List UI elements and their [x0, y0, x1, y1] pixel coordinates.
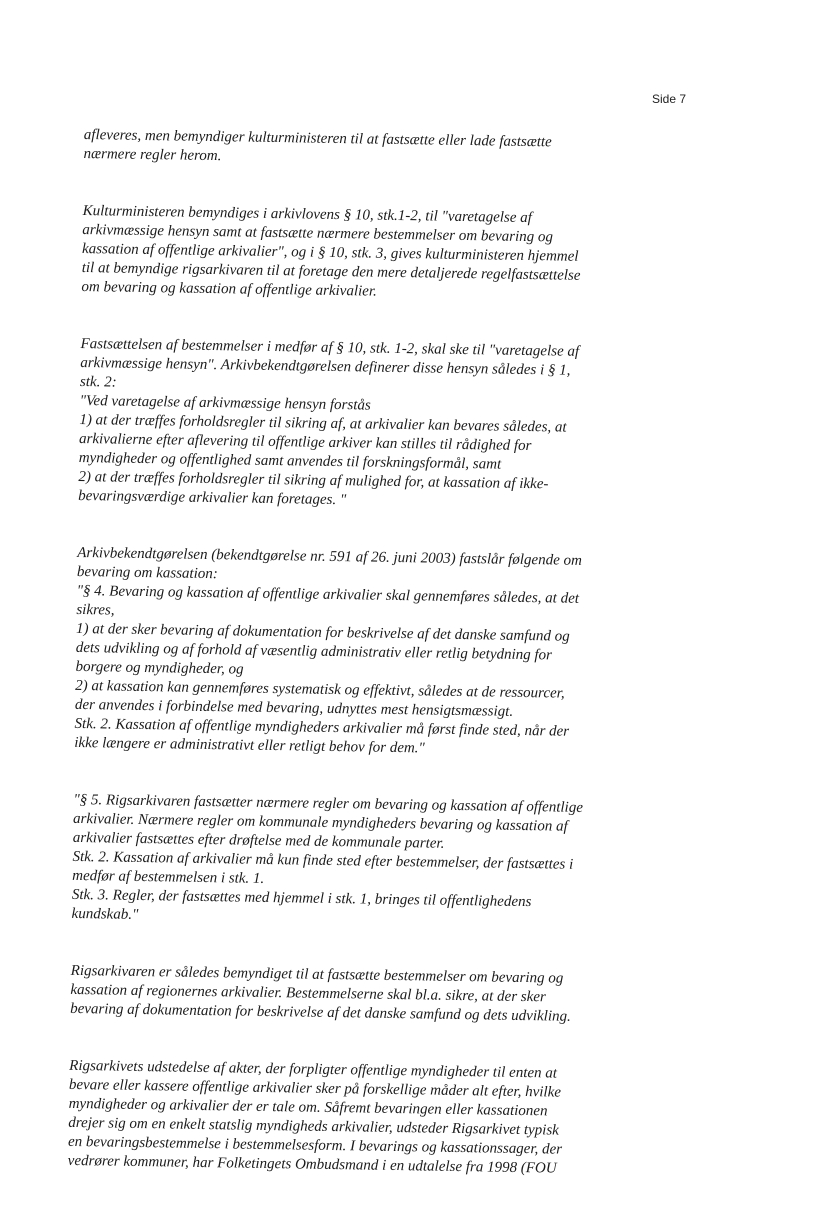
text-line: vedrører kommuner, har Folketingets Ombudsmand i en udtalelse fra 1998 (FOU	[67, 1152, 557, 1177]
text-line: arkivmæssige hensyn". Arkivbekendtgørelsen definerer disse hensyn således i § 1,	[80, 354, 571, 379]
text-line: "§ 4. Bevaring og kassation af offentlige arkivalier skal gennemføres således, at det	[76, 582, 580, 607]
text-line: bevaringsværdige arkivalier kan foretages. "	[78, 487, 347, 509]
page-number: Side 7	[652, 92, 687, 106]
text-line: stk. 2:	[79, 373, 117, 391]
text-line: Stk. 2. Kassation af offentlige myndigheders arkivalier må først finde sted, når der	[74, 715, 570, 740]
text-line: Rigsarkivets udstedelse af akter, der forpligter offentlige myndigheder til enten at	[69, 1057, 558, 1082]
text-line: til at bemyndige rigsarkivaren til at foretage den mere detaljerede regelfastsættelse	[81, 259, 581, 284]
text-line: myndigheder og arkivalier der er tale om. Såfremt bevaringen eller kassationen	[68, 1095, 548, 1120]
text-line: medfør af bestemmelsen i stk. 1.	[72, 867, 265, 887]
text-line: nærmere regler herom.	[83, 145, 222, 165]
text-line: myndigheder og offentlighed samt anvendes til forskningsformål, samt	[78, 449, 502, 473]
text-line: Stk. 3. Regler, der fastsættes med hjemmel i stk. 1, bringes til offentlighedens	[71, 886, 532, 911]
text-line: "§ 5. Rigsarkivaren fastsætter nærmere regler om bevaring og kassation af offentlige	[73, 791, 584, 816]
text-line: bevaring om kassation:	[76, 563, 218, 583]
text-line: arkivalierne efter aflevering til offentlige arkiver kan stilles til rådighed for	[78, 430, 532, 455]
text-line: Kulturministeren bemyndiges i arkivlovens § 10, stk.1-2, til "varetagelse af	[82, 202, 533, 227]
paragraph	[71, 791, 613, 932]
text-line: 2) at kassation kan gennemføres systematisk og effektivt, således at de ressourcer,	[75, 677, 565, 702]
text-line: der anvendes i forbindelse med bevaring, udnyttes mest hensigtsmæssigt.	[74, 696, 514, 720]
paragraph	[74, 544, 617, 761]
paragraph	[83, 126, 624, 172]
paragraph	[70, 962, 611, 1027]
text-line: 2) at der træffes forholdsregler til sikring af mulighed for, at kassation af ikke-	[78, 468, 549, 493]
text-line: bevaring af dokumentation for beskrivelse af det danske samfund og dets udvikling.	[70, 1000, 571, 1025]
text-line: arkivalier. Nærmere regler om kommunale myndigheders bevaring og kassation af	[72, 810, 568, 835]
text-line: ikke længere er administrativt eller retligt behov for dem."	[74, 734, 425, 757]
text-line: sikres,	[76, 601, 115, 619]
text-line: 1) at der sker bevaring af dokumentation for beskrivelse af det danske samfund og	[75, 620, 570, 645]
text-line: kassation af offentlige arkivalier", og i § 10, stk. 3, gives kulturministeren hjemmel	[81, 240, 579, 265]
text-line: en bevaringsbestemmelse i bestemmelsesform. I bevarings og kassationssager, der	[67, 1133, 563, 1158]
text-line: arkivalier fastsættes efter drøftelse med de kommunale parter.	[72, 829, 445, 852]
text-line: kassation af regionernes arkivalier. Bestemmelserne skal bl.a. sikre, at der sker	[70, 981, 546, 1006]
text-line: 1) at der træffes forholdsregler til sikring af, at arkivalier kan bevares således, at	[79, 411, 567, 436]
document-body	[67, 126, 624, 1217]
text-line: Stk. 2. Kassation af arkivalier må kun finde sted efter bestemmelser, der fastsættes i	[72, 848, 574, 873]
paragraph	[81, 202, 622, 305]
paragraph	[68, 1057, 610, 1179]
text-line: Fastsættelsen af bestemmelser i medfør af § 10, stk. 1-2, skal ske til "varetagelse af	[80, 335, 580, 360]
text-line: afleveres, men bemyndiger kulturministeren til at fastsætte eller lade fastsætte	[83, 126, 552, 151]
text-line: drejer sig om en enkelt statslig myndigheds arkivalier, udsteder Rigsarkivet typisk	[68, 1114, 560, 1139]
text-line: borgere og myndigheder, og	[75, 658, 244, 678]
text-line: bevare eller kassere offentlige arkivalier sker på forskellige måder alt efter, hvilke	[68, 1076, 562, 1101]
text-line: Arkivbekendtgørelsen (bekendtgørelse nr. 591 af 26. juni 2003) fastslår følgende om	[77, 544, 582, 569]
text-line: kundskab."	[71, 905, 139, 923]
text-line: Rigsarkivaren er således bemyndiget til at fastsætte bestemmelser om bevaring og	[70, 962, 564, 987]
text-line: "Ved varetagelse af arkivmæssige hensyn forstås	[79, 392, 371, 414]
paragraph	[78, 335, 621, 514]
text-line: om bevaring og kassation af offentlige arkivalier.	[81, 278, 377, 300]
text-line: arkivmæssige hensyn samt at fastsætte nærmere bestemmelser om bevaring og	[82, 221, 554, 246]
text-line: dets udvikling og af forhold af væsentlig administrativ eller retlig betydning for	[75, 639, 553, 664]
